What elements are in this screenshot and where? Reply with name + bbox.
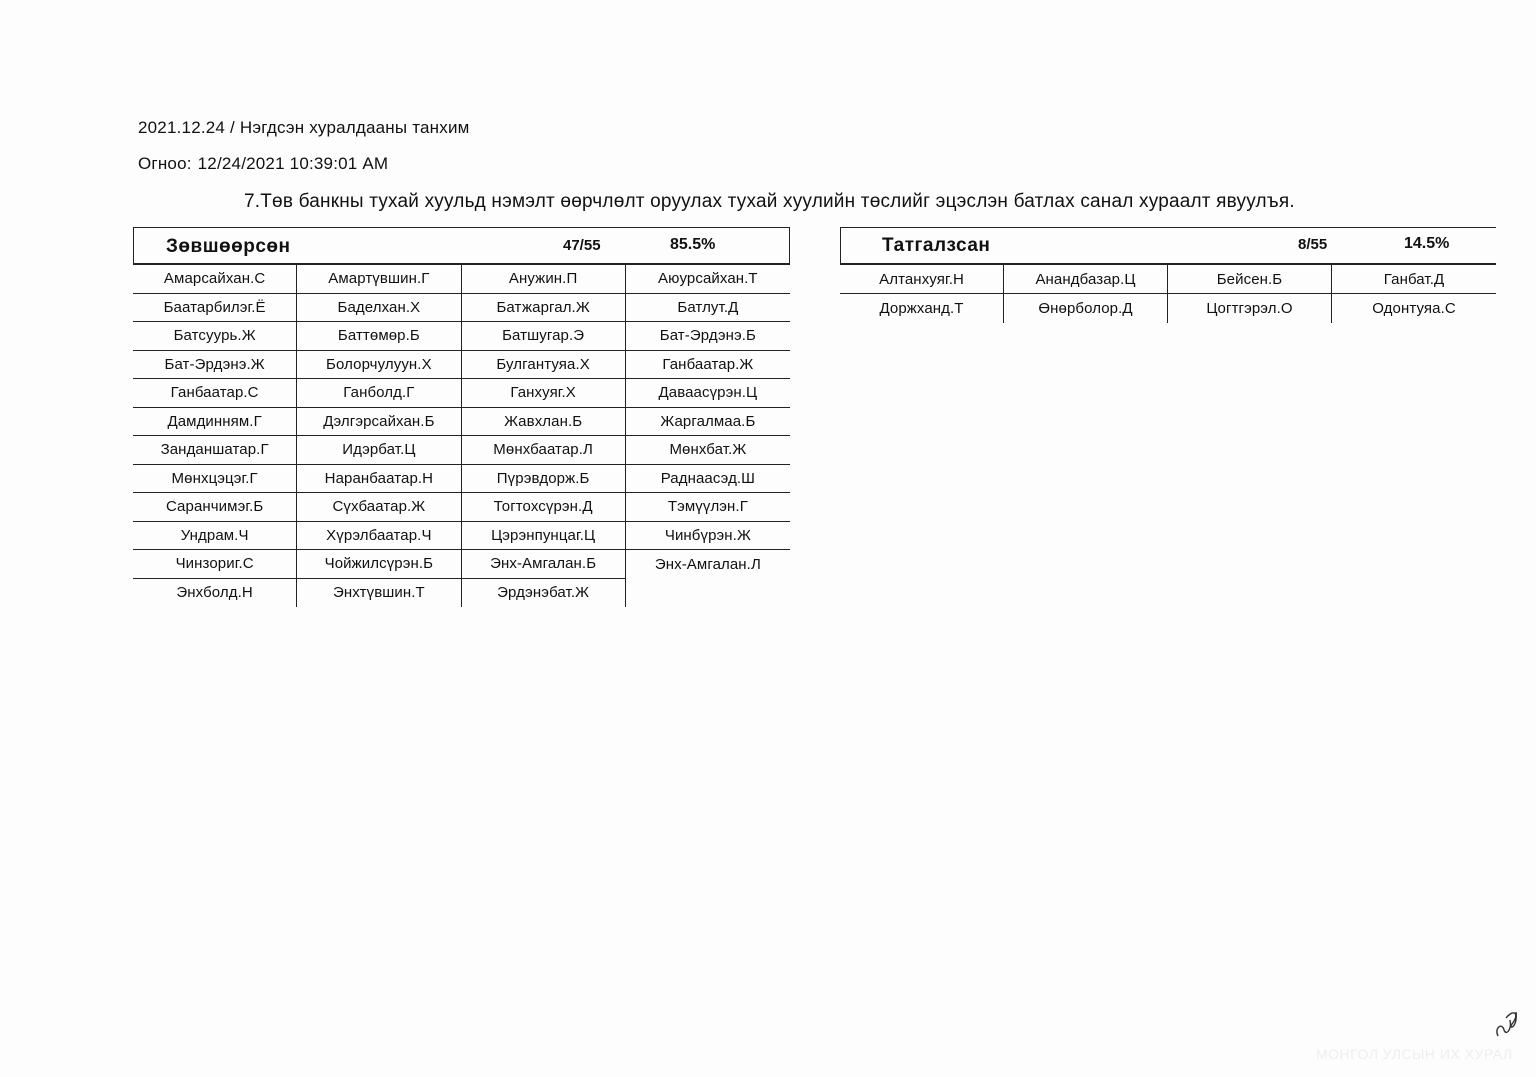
- member-name-cell: Аюурсайхан.Т: [626, 265, 790, 294]
- member-name-cell: Чинзориг.С: [133, 550, 297, 579]
- member-name-cell: Өнөрболор.Д: [1004, 294, 1168, 323]
- member-name-cell: Батсуурь.Ж: [133, 322, 297, 351]
- member-name-cell: Батжаргал.Ж: [462, 294, 626, 323]
- member-name-cell: Хүрэлбаатар.Ч: [297, 522, 461, 551]
- member-name-cell: Бейсен.Б: [1168, 265, 1332, 294]
- watermark-text: МОНГОЛ УЛСЫН ИХ ХУРАЛ: [1316, 1046, 1513, 1062]
- member-name-cell: Идэрбат.Ц: [297, 436, 461, 465]
- approved-percent: 85.5%: [670, 236, 716, 253]
- member-name-cell: Мөнхбат.Ж: [626, 436, 790, 465]
- vote-time: [138, 154, 388, 174]
- member-name-cell: Мөнхцэцэг.Г: [133, 465, 297, 494]
- session-line: 2021.12.24 / Нэгдсэн хуралдааны танхим: [138, 118, 470, 137]
- member-name-cell: Бат-Эрдэнэ.Ж: [133, 351, 297, 380]
- member-name-cell: Анандбазар.Ц: [1004, 265, 1168, 294]
- member-name-cell: Тогтохсүрэн.Д: [462, 493, 626, 522]
- member-name-cell: Ганхуяг.Х: [462, 379, 626, 408]
- empty-cell: [626, 579, 790, 608]
- member-name-cell: Алтанхуяг.Н: [840, 265, 1004, 294]
- member-name-cell: Занданшатар.Г: [133, 436, 297, 465]
- member-name-cell: Болорчулуун.Х: [297, 351, 461, 380]
- member-name-cell: Ундрам.Ч: [133, 522, 297, 551]
- member-name-cell: Булгантуяа.Х: [462, 351, 626, 380]
- member-name-cell: Баатарбилэг.Ё: [133, 294, 297, 323]
- member-name-cell: Раднаасэд.Ш: [626, 465, 790, 494]
- member-name-cell: Батлут.Д: [626, 294, 790, 323]
- approved-vote-table: [133, 227, 790, 607]
- member-name-cell: Сүхбаатар.Ж: [297, 493, 461, 522]
- member-name-cell: Баделхан.Х: [297, 294, 461, 323]
- member-name-cell: Цогтгэрэл.О: [1168, 294, 1332, 323]
- member-name-cell: Тэмүүлэн.Г: [626, 493, 790, 522]
- member-name-cell: Ганбаатар.Ж: [626, 351, 790, 380]
- member-name-cell: Батшугар.Э: [462, 322, 626, 351]
- member-name-cell: Бат-Эрдэнэ.Б: [626, 322, 790, 351]
- member-name-cell: Баттөмөр.Б: [297, 322, 461, 351]
- approved-count: 47/55: [563, 237, 601, 254]
- member-name-cell: Амарсайхан.С: [133, 265, 297, 294]
- member-name-cell: Одонтуяа.С: [1372, 300, 1456, 317]
- member-name-cell: Амартүвшин.Г: [297, 265, 461, 294]
- vote-time-label: Огноо:: [138, 154, 192, 173]
- member-name-cell: Чойжилсүрэн.Б: [297, 550, 461, 579]
- member-name-cell: Дэлгэрсайхан.Б: [297, 408, 461, 437]
- member-name-cell: Доржханд.Т: [840, 294, 1004, 323]
- member-name-cell: Ганболд.Г: [297, 379, 461, 408]
- rejected-title: Татгалзсан: [882, 235, 991, 256]
- member-name-cell: Жаргалмаа.Б: [626, 408, 790, 437]
- member-name-cell: Ганбат.Д: [1332, 265, 1496, 294]
- approved-title: Зөвшөөрсөн: [166, 236, 291, 257]
- member-name-cell: Даваасүрэн.Ц: [626, 379, 790, 408]
- rejected-names-grid: [840, 265, 1496, 323]
- member-name-cell: Пүрэвдорж.Б: [462, 465, 626, 494]
- handwritten-page-mark: [1492, 1000, 1522, 1040]
- member-name-cell: Цэрэнпунцаг.Ц: [462, 522, 626, 551]
- member-name-cell: Ганбаатар.С: [133, 379, 297, 408]
- member-name-cell: Саранчимэг.Б: [133, 493, 297, 522]
- vote-time-value: 12/24/2021 10:39:01 AM: [197, 154, 389, 173]
- rejected-header: [840, 227, 1496, 265]
- member-name-cell: Эрдэнэбат.Ж: [462, 579, 626, 608]
- member-name-cell: Чинбүрэн.Ж: [626, 522, 790, 551]
- member-name-cell: Жавхлан.Б: [462, 408, 626, 437]
- rejected-vote-table: [840, 227, 1496, 323]
- rejected-count: 8/55: [1298, 236, 1328, 253]
- member-name-cell: Энх-Амгалан.Л: [654, 555, 761, 573]
- approved-header: [133, 227, 790, 265]
- rejected-percent: 14.5%: [1404, 235, 1450, 252]
- member-name-cell: Энх-Амгалан.Б: [462, 550, 626, 579]
- member-name-cell: Энхболд.Н: [133, 579, 297, 608]
- member-name-cell: Энхтүвшин.Т: [297, 579, 461, 608]
- motion-title: 7.Төв банкны тухай хуульд нэмэлт өөрчлөлт оруулах тухай хуулийн төслийг эцэслэн батлах санал хураалт явуулъя.: [244, 191, 1295, 212]
- member-name-cell: Мөнхбаатар.Л: [462, 436, 626, 465]
- member-name-cell: Анужин.П: [462, 265, 626, 294]
- member-name-cell: Дамдинням.Г: [133, 408, 297, 437]
- approved-names-grid: [133, 265, 790, 607]
- member-name-cell: Наранбаатар.Н: [297, 465, 461, 494]
